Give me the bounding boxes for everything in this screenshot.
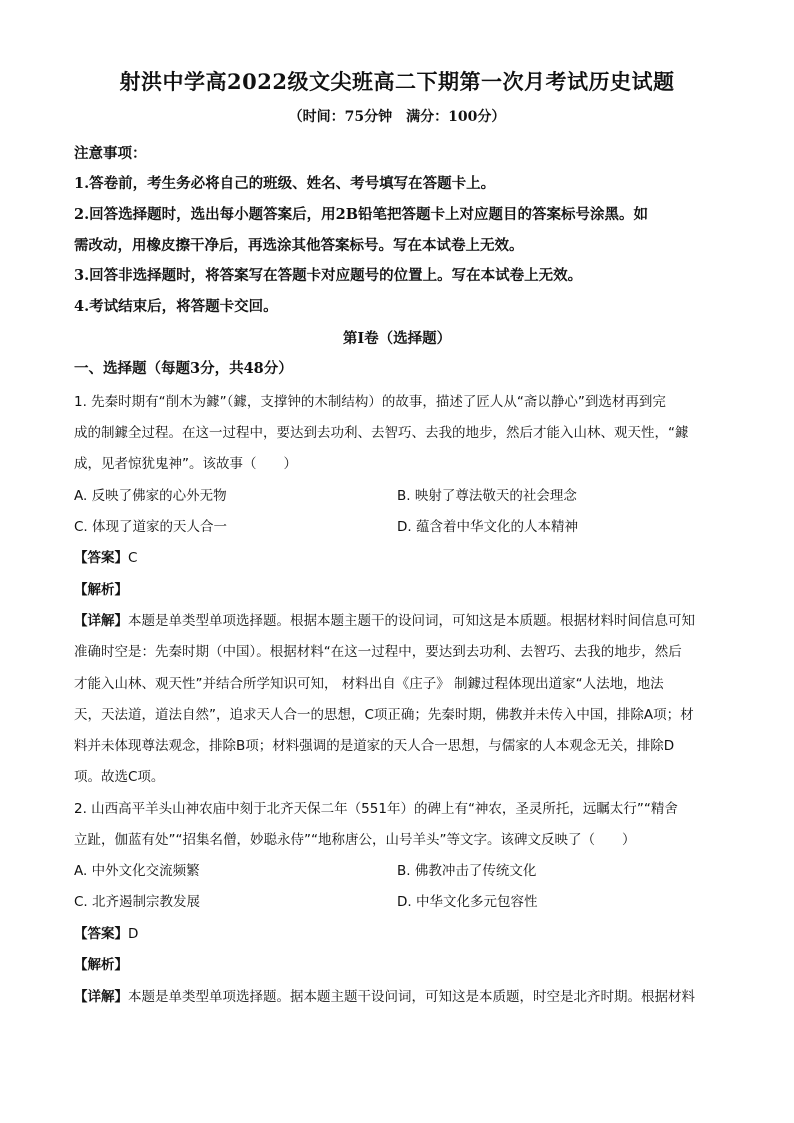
q2-option-d: D. 中华文化多元包容性 [397,894,538,910]
q1-detail-label: 【详解】 [74,613,128,629]
q1-detail-line-2: 准确时空是：先秦时期（中国）。根据材料“在这一过程中，要达到去功利、去智巧、去我的地步，然后 [74,644,682,660]
q1-detail-line-6: 项。故选C项。 [74,769,165,785]
part-title: 一、选择题（每题3分，共48分） [74,360,293,377]
q1-stem-line-3: 成，见者惊犹鬼神”。该故事（ ） [74,456,297,472]
q1-analysis-label: 【解析】 [74,582,128,598]
q2-detail-line-1 [74,985,724,1005]
q1-detail-text-1: 本题是单类型单项选择题。根据本题主题干的设问词，可知这是本质题。根据材料时间信息可知 [128,613,695,629]
q1-answer [74,546,724,566]
q2-option-a: A. 中外文化交流频繁 [74,863,200,879]
q1-stem-line-1: 1. 先秦时期有“削木为鐻”（鐻，支撑钟的木制结构）的故事，描述了匠人从“斋以静心”到选材再到完 [74,394,666,410]
note-item-3: 3.回答非选择题时，将答案写在答题卡对应题号的位置上。写在本试卷上无效。 [74,267,583,284]
q2-option-c: C. 北齐遏制宗教发展 [74,894,201,910]
q1-detail-line-3: 才能入山林、观天性”并结合所学知识可知， 材料出自《庄子》 制鐻过程体现出道家“人法地，地法 [74,676,664,692]
volume-title: 第Ⅰ卷（选择题） [342,330,452,347]
q1-option-b: B. 映射了尊法敬天的社会理念 [397,488,577,504]
exam-time-score: （时间：75分钟 满分：100分） [288,109,506,125]
q1-stem-line-2: 成的制鐻全过程。在这一过程中，要达到去功利、去智巧、去我的地步，然后才能入山林、观天性，“鐻 [74,425,689,441]
note-item-2-cont: 需改动，用橡皮擦干净后，再选涂其他答案标号。写在本试卷上无效。 [74,237,524,254]
q1-detail-line-5: 料并未体现尊法观念，排除B项；材料强调的是道家的天人合一思想，与儒家的人本观念无关，排除D [74,738,675,754]
note-item-1: 1.答卷前，考生务必将自己的班级、姓名、考号填写在答题卡上。 [74,175,496,192]
q2-analysis-label: 【解析】 [74,957,128,973]
q1-option-a: A. 反映了佛家的心外无物 [74,488,227,504]
page-title: 射洪中学高2022级文尖班高二下期第一次月考试历史试题 [119,69,675,94]
q1-detail-line-4: 天，天法道，道法自然”，追求天人合一的思想，C项正确；先秦时期，佛教并未传入中国，排除A项；材 [74,707,694,723]
q2-answer [74,922,724,942]
q2-answer-label: 【答案】 [74,926,128,942]
note-item-4: 4.考试结束后，将答题卡交回。 [74,298,278,315]
q2-detail-text-1: 本题是单类型单项选择题。据本题主题干设问词，可知这是本质题，时空是北齐时期。根据材料 [128,989,695,1005]
note-item-2: 2.回答选择题时，选出每小题答案后，用2B铅笔把答题卡上对应题目的答案标号涂黑。如 [74,206,648,223]
q2-stem-line-1: 2. 山西高平羊头山神农庙中刻于北齐天保二年（551年）的碑上有“神农，圣灵所托，远瞩太行”“精舍 [74,801,678,817]
q1-detail-line-1 [74,609,724,629]
q1-answer-value: C [128,550,138,566]
q2-answer-value: D [128,926,139,942]
q2-stem-line-2: 立趾，伽蓝有处”“招集名僧，妙聪永侍”“地称唐公，山号羊头”等文字。该碑文反映了（ ） [74,832,636,848]
notes-heading: 注意事项： [74,145,147,162]
q2-option-b: B. 佛教冲击了传统文化 [397,863,537,879]
q1-option-c: C. 体现了道家的天人合一 [74,519,228,535]
q2-detail-label: 【详解】 [74,989,128,1005]
q1-option-d: D. 蕴含着中华文化的人本精神 [397,519,578,535]
q1-answer-label: 【答案】 [74,550,128,566]
